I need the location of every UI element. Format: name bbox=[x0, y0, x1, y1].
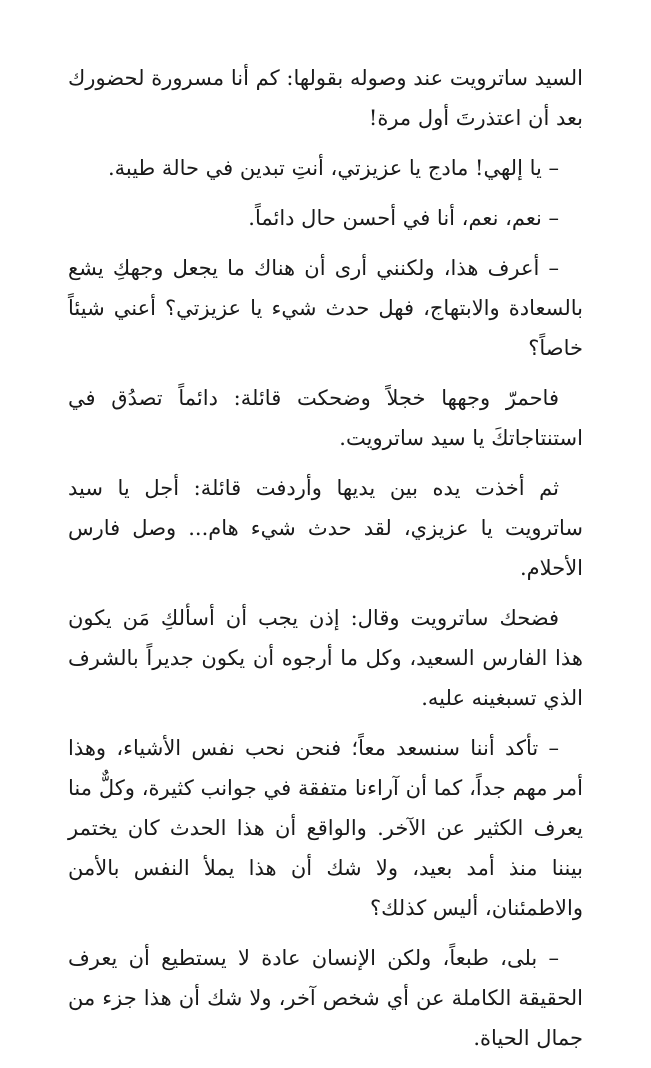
paragraph: – يا إلهي! مادج يا عزيزتي، أنتِ تبدين في حالة طيبة. bbox=[107, 156, 559, 180]
paragraph: فاحمرّ وجهها خجلاً وضحكت قائلة: دائماً تصدُق في استنتاجاتكَ يا سيد ساترويت. bbox=[68, 386, 583, 450]
paragraph: ثم أخذت يده بين يديها وأردفت قائلة: أجل يا سيد ساترويت يا عزيزي، لقد حدث شيء هام... وصل فارس الأحلام. bbox=[68, 476, 583, 580]
paragraph: – بلى، طبعاً، ولكن الإنسان عادة لا يستطيع أن يعرف الحقيقة الكاملة عن أي شخص آخر، ولا شك أن هذا جزء من جمال الحياة. bbox=[68, 946, 583, 1050]
page-body bbox=[68, 58, 583, 1068]
paragraph: – أعرف هذا، ولكنني أرى أن هناك ما يجعل وجهكِ يشع بالسعادة والابتهاج، فهل حدث شيء يا عزيزتي؟ أعني شيئاً خاصاً؟ bbox=[68, 256, 583, 360]
paragraph: – نعم، نعم، أنا في أحسن حال دائماً. bbox=[248, 206, 559, 230]
paragraph: السيد ساترويت عند وصوله بقولها: كم أنا مسرورة لحضورك بعد أن اعتذرتَ أول مرة! bbox=[68, 66, 583, 130]
paragraph: – تأكد أننا سنسعد معاً؛ فنحن نحب نفس الأشياء، وهذا أمر مهم جداً، كما أن آراءنا متفقة في جوانب كثيرة، وكلٌّ منا يعرف الكثير عن الآخر. والواقع أن هذا الحدث كان يختمر بيننا منذ أمد بعيد، ولا شك أن هذا يملأ النفس بالأمن والاطمئنان، أليس كذلك؟ bbox=[68, 736, 583, 920]
paragraph: فضحك ساترويت وقال: إذن يجب أن أسألكِ مَن يكون هذا الفارس السعيد، وكل ما أرجوه أن يكون جديراً بالشرف الذي تسبغينه عليه. bbox=[68, 606, 583, 710]
